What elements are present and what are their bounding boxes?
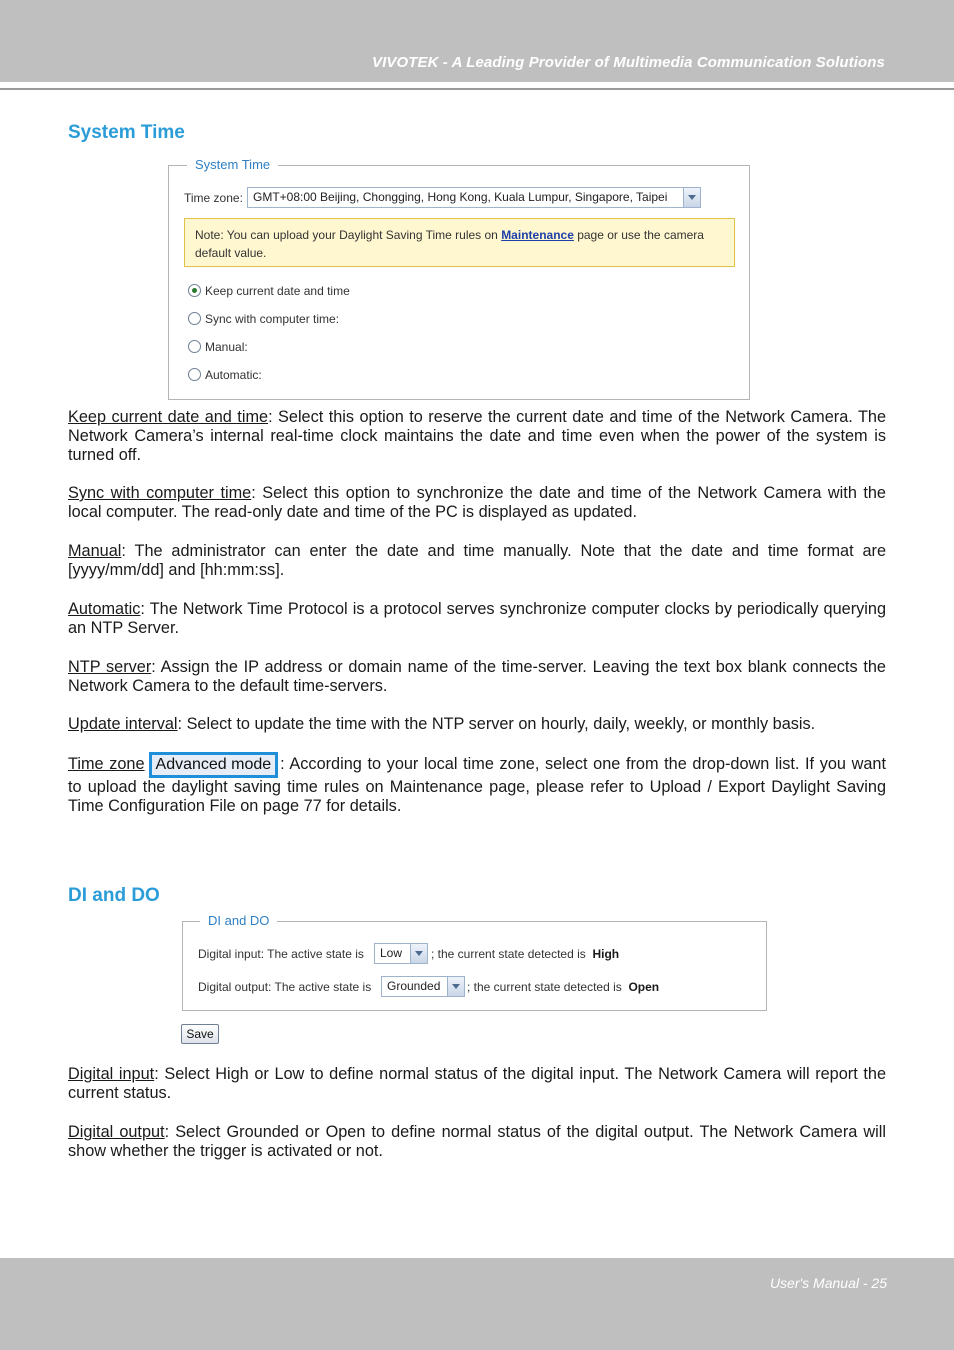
para-text: : Select Grounded or Open to define normal status of the digital output. The Network Camera will show whether the trigger is activated or not.: [68, 1123, 886, 1160]
radio-icon[interactable]: [188, 340, 201, 353]
para-text: : Select High or Low to define normal status of the digital input. The Network Camera will report the current status.: [68, 1065, 886, 1102]
save-button[interactable]: Save: [181, 1024, 219, 1044]
term-sync-computer: Sync with computer time: [68, 484, 252, 502]
term-automatic: Automatic: [68, 600, 141, 618]
digital-input-state-row: [431, 947, 619, 961]
digital-output-state-row: [467, 980, 659, 994]
term-digital-output: Digital output: [68, 1123, 165, 1141]
digital-output-select[interactable]: [381, 976, 465, 997]
digital-output-state: Open: [628, 980, 660, 994]
note-suffix: page or use the camera default value.: [195, 228, 704, 260]
di-do-heading: DI and DO: [68, 885, 160, 906]
digital-input-select[interactable]: [374, 943, 428, 964]
term-update-interval: Update interval: [68, 715, 178, 733]
radio-label: Automatic:: [205, 368, 262, 382]
para-text: : Select this option to reserve the current date and time of the Network Camera. The Network Camera’s internal real-time clock maintains the date and time even when the power of the system is turned off.: [68, 408, 886, 464]
para-text: : The administrator can enter the date and time manually. Note that the date and time format are [yyyy/mm/dd] and [hh:mm:ss].: [68, 542, 886, 579]
para-text: : The Network Time Protocol is a protocol serves synchronize computer clocks by periodically querying an NTP Server.: [68, 600, 886, 637]
digital-input-state: High: [592, 947, 620, 961]
radio-sync-computer[interactable]: [188, 312, 339, 326]
digital-input-value: Low: [380, 946, 403, 960]
radio-label: Keep current date and time: [205, 284, 350, 298]
radio-keep-current[interactable]: [188, 284, 350, 298]
para-text: : Select this option to synchronize the date and time of the Network Camera with the local computer. The read-only date and time of the PC is displayed as updated.: [68, 484, 886, 521]
advanced-mode-button[interactable]: Advanced mode: [149, 752, 279, 778]
term-digital-input: Digital input: [68, 1065, 155, 1083]
radio-icon[interactable]: [188, 312, 201, 325]
digital-output-label: Digital output: The active state is: [198, 980, 372, 994]
dst-note: [184, 218, 735, 267]
footer-page-label: User's Manual - 25: [769, 1275, 887, 1291]
timezone-value: GMT+08:00 Beijing, Chongging, Hong Kong, Kuala Lumpur, Singapore, Taipei: [253, 190, 668, 204]
radio-label: Sync with computer time:: [205, 312, 340, 326]
page-footer: [0, 1258, 954, 1350]
radio-checked-icon[interactable]: [188, 284, 201, 297]
term-manual: Manual: [68, 542, 122, 560]
para-ntp-server: [68, 658, 886, 696]
header-rule: [0, 88, 954, 90]
para-digital-output: [68, 1123, 886, 1161]
chevron-down-icon: [447, 977, 464, 996]
para-text: : According to your local time zone, select one from the drop-down list. If you want to upload the daylight saving time rules on Maintenance page, please refer to Upload / Export Daylight Saving Time Configuration File on page 77 for details.: [68, 755, 887, 815]
state-label: ; the current state detected is: [467, 980, 622, 994]
digital-input-label: Digital input: The active state is: [198, 947, 364, 961]
para-text: : Select to update the time with the NTP server on hourly, daily, weekly, or monthly basis.: [177, 715, 816, 733]
para-manual: [68, 542, 886, 580]
para-digital-input: [68, 1065, 886, 1103]
term-keep-current: Keep current date and time: [68, 408, 269, 426]
radio-icon[interactable]: [188, 368, 201, 381]
note-prefix: Note: You can upload your Daylight Saving Time rules on: [195, 228, 502, 242]
system-time-panel: [168, 157, 750, 400]
header-tagline: VIVOTEK - A Leading Provider of Multimedia Communication Solutions: [371, 54, 885, 71]
para-update-interval: [68, 715, 886, 734]
page-header: [0, 0, 954, 82]
para-text: : Assign the IP address or domain name of the time-server. Leaving the text box blank connects the Network Camera to the default time-servers.: [68, 658, 886, 695]
maintenance-link[interactable]: Maintenance: [501, 228, 574, 242]
para-time-zone: [68, 752, 886, 816]
timezone-label: Time zone:: [184, 191, 243, 205]
chevron-down-icon: [410, 944, 427, 963]
digital-output-value: Grounded: [387, 979, 441, 993]
radio-label: Manual:: [205, 340, 248, 354]
state-label: ; the current state detected is: [431, 947, 586, 961]
chevron-down-icon: [683, 188, 700, 207]
timezone-select[interactable]: [247, 187, 701, 208]
radio-manual[interactable]: [188, 340, 248, 354]
di-do-panel: [182, 913, 767, 1011]
term-time-zone: Time zone: [68, 755, 145, 773]
para-sync-computer: [68, 484, 886, 522]
system-time-legend: System Time: [187, 157, 278, 173]
para-automatic: [68, 600, 886, 638]
radio-automatic[interactable]: [188, 368, 262, 382]
di-do-legend: DI and DO: [200, 913, 277, 929]
system-time-heading: System Time: [68, 122, 185, 143]
term-ntp-server: NTP server: [68, 658, 152, 676]
para-keep-current: [68, 408, 886, 465]
